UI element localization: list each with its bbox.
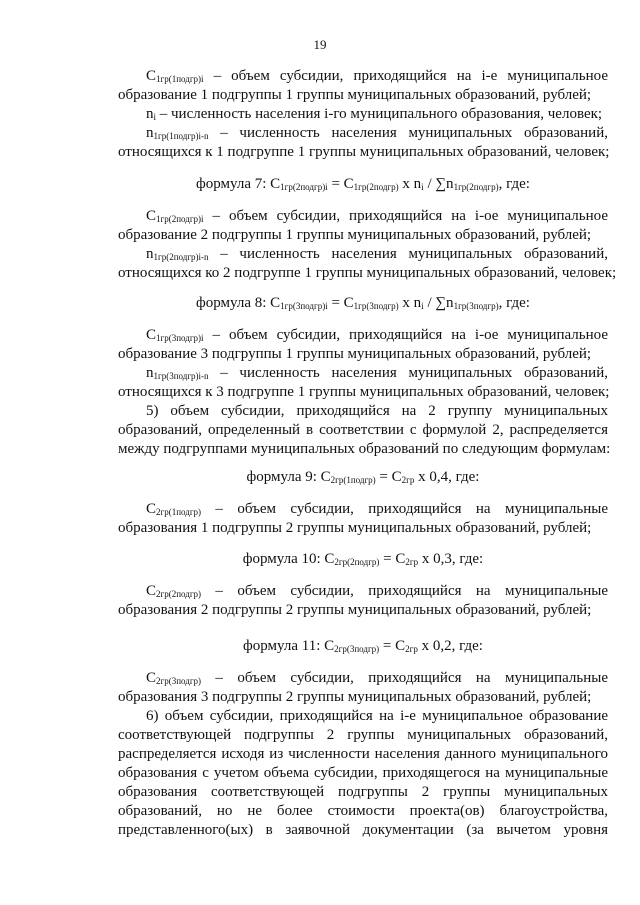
text-line: относящихся к 3 подгруппе 1 группы муниципальных образований, человек; <box>118 384 610 400</box>
text-line: $С_{2гр(2подгр)}$ – объем субсидии, приходящийся на муниципальные <box>146 583 608 599</box>
text-line: относящихся к 1 подгруппе 1 группы муниципальных образований, человек; <box>118 144 610 160</box>
text-line: образования соответствующей подгруппы 2 группы муниципальных <box>118 784 608 800</box>
page-number: 19 <box>313 37 327 52</box>
text-line: представленного(ых) в заявочной документации (за вычетом уровня <box>118 822 608 838</box>
text-line: соответствующей подгруппы 2 группы муниципальных образований, <box>118 727 608 743</box>
text-line: $С_{1гр(1подгр)i}$ – объем субсидии, приходящийся на i-е муниципальное <box>146 68 608 84</box>
text-line: образований, но не более стоимости проекта(ов) благоустройства, <box>118 803 608 819</box>
text-line: относящихся ко 2 подгруппе 1 группы муниципальных образований, человек; <box>118 265 617 281</box>
formula-11: формула 11: $С_{2гр(3подгр)} = С_{2гр}$ x 0,2, где: <box>243 638 483 654</box>
text-line: $n_i$ – численность населения i-го муниципального образования, человек; <box>146 106 603 122</box>
text-line: образований, определенный в соответствии с формулой 2, распределяется <box>118 422 608 438</box>
text-line: $С_{2гр(1подгр)}$ – объем субсидии, приходящийся на муниципальные <box>146 501 608 517</box>
text-line: образование 1 подгруппы 1 группы муниципальных образований, рублей; <box>118 87 592 103</box>
text-line: $С_{2гр(3подгр)}$ – объем субсидии, приходящийся на муниципальные <box>146 670 608 686</box>
text-line: $n_{1гр(3подгр)i-n}$ – численность населения муниципальных образований, <box>146 365 608 381</box>
text-line: $С_{1гр(2подгр)i}$ – объем субсидии, приходящийся на i-ое муниципальное <box>146 208 608 224</box>
text-line: образования 3 подгруппы 2 группы муниципальных образований, рублей; <box>118 689 592 705</box>
formula-7: формула 7: $С_{1гр(2подгр)i} = С_{1гр(2подгр)}$ x $n_i / \sum n_{1гр(2подгр)}$, где: <box>196 176 530 192</box>
text-line: $С_{1гр(3подгр)i}$ – объем субсидии, приходящийся на i-ое муниципальное <box>146 327 608 343</box>
text-line: распределяется исходя из численности населения данного муниципального <box>118 746 608 762</box>
formula-9: формула 9: $С_{2гр(1подгр)} = С_{2гр}$ x 0,4, где: <box>246 469 480 485</box>
text-line: образование 2 подгруппы 1 группы муниципальных образований, рублей; <box>118 227 592 243</box>
formula-10: формула 10: $С_{2гр(2подгр)} = С_{2гр}$ x 0,3, где: <box>242 551 484 567</box>
text-line: образования 1 подгруппы 2 группы муниципальных образований, рублей; <box>118 520 592 536</box>
text-line: между подгруппами муниципальных образований по следующим формулам: <box>118 441 611 457</box>
text-line: $n_{1гр(1подгр)i-n}$ – численность населения муниципальных образований, <box>146 125 608 141</box>
text-line: образования 2 подгруппы 2 группы муниципальных образований, рублей; <box>118 602 592 618</box>
text-line: 5) объем субсидии, приходящийся на 2 группу муниципальных <box>146 403 608 419</box>
text-line: 6) объем субсидии, приходящийся на i-е муниципальное образование <box>146 708 608 724</box>
text-line: образования с учетом объема субсидии, приходящегося на муниципальные <box>118 765 608 781</box>
text-line: $n_{1гр(2подгр)i-n}$ – численность населения муниципальных образований, <box>146 246 608 262</box>
text-line: образование 3 подгруппы 1 группы муниципальных образований, рублей; <box>118 346 592 362</box>
formula-8: формула 8: $С_{1гр(3подгр)i} = С_{1гр(3подгр)}$ x $n_i / \sum n_{1гр(3подгр)}$, где: <box>196 295 530 311</box>
